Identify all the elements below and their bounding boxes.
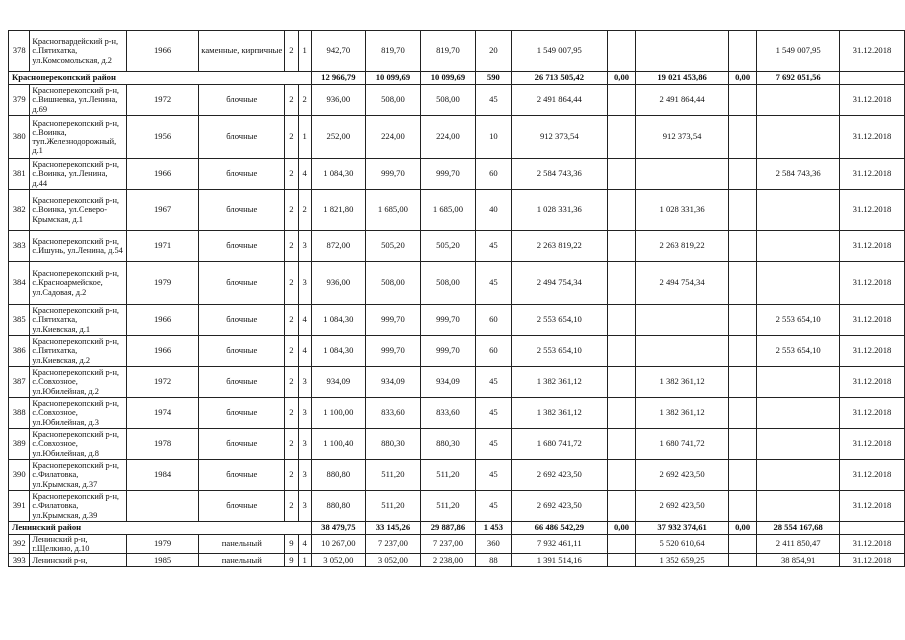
district-total-row [9,522,905,535]
address-cell: Красноперекопский р-н, с.Пятихатка, ул.Киевская, д.1 [30,305,127,336]
total-area-cell: 942,70 [311,31,365,72]
fund-federal-cell [607,367,635,398]
material-cell: блочные [199,116,285,159]
fund-regional-cell: 2 692 423,50 [636,491,729,522]
fund-regional-cell [636,305,729,336]
fund-owners-cell [757,262,840,305]
material-cell: каменные, кирпичные [199,31,285,72]
floors-cell: 9 [285,535,298,554]
register-table-container [8,30,905,567]
entrances-cell: 3 [298,398,311,429]
row-number: 393 [9,554,30,567]
living-area-cell: 934,09 [365,367,420,398]
living-area-cell: 508,00 [365,262,420,305]
deadline-cell: 31.12.2018 [839,554,904,567]
fund-regional-cell: 1 352 659,25 [636,554,729,567]
material-cell: блочные [199,460,285,491]
cost-cell: 7 932 461,11 [511,535,607,554]
residential-area-cell: 511,20 [420,460,475,491]
fund-owners-cell: 1 549 007,95 [757,31,840,72]
fund-federal-cell [607,336,635,367]
fund-federal-cell [607,85,635,116]
year-cell: 1985 [126,554,198,567]
year-cell: 1966 [126,31,198,72]
total-c1-cell: 0,00 [607,72,635,85]
total-c2-cell: 19 021 453,86 [636,72,729,85]
material-cell: блочные [199,429,285,460]
residents-cell: 45 [475,491,511,522]
total-cost-cell: 26 713 505,42 [511,72,607,85]
living-area-cell: 511,20 [365,491,420,522]
year-cell: 1972 [126,85,198,116]
fund-local-cell [728,116,756,159]
residential-area-cell: 880,30 [420,429,475,460]
entrances-cell: 3 [298,491,311,522]
entrances-cell: 4 [298,159,311,190]
table-row [9,491,905,522]
fund-owners-cell [757,398,840,429]
residents-cell: 45 [475,231,511,262]
total-c4-cell: 28 554 167,68 [757,522,840,535]
total-a1-cell: 38 479,75 [311,522,365,535]
year-cell: 1966 [126,159,198,190]
year-cell: 1971 [126,231,198,262]
total-area-cell: 936,00 [311,85,365,116]
cost-cell: 1 028 331,36 [511,190,607,231]
fund-owners-cell: 38 854,91 [757,554,840,567]
total-area-cell: 1 084,30 [311,159,365,190]
floors-cell: 2 [285,31,298,72]
living-area-cell: 511,20 [365,460,420,491]
entrances-cell: 4 [298,336,311,367]
total-area-cell: 936,00 [311,262,365,305]
residential-area-cell: 505,20 [420,231,475,262]
total-area-cell: 1 100,00 [311,398,365,429]
floors-cell: 2 [285,398,298,429]
residential-area-cell: 833,60 [420,398,475,429]
year-cell: 1966 [126,305,198,336]
district-total-row [9,72,905,85]
cost-cell: 1 549 007,95 [511,31,607,72]
total-c2-cell: 37 932 374,61 [636,522,729,535]
housing-register-table [8,30,905,567]
cost-cell: 2 692 423,50 [511,460,607,491]
total-a2-cell: 10 099,69 [365,72,420,85]
address-cell: Красноперекопский р-н, с.Воинка, ул.Ленина, д.44 [30,159,127,190]
material-cell: блочные [199,367,285,398]
material-cell: блочные [199,231,285,262]
material-cell: блочные [199,262,285,305]
cost-cell: 2 584 743,36 [511,159,607,190]
floors-cell: 2 [285,231,298,262]
entrances-cell: 3 [298,429,311,460]
total-a1-cell: 12 966,79 [311,72,365,85]
address-cell: Ленинский р-н, г.Щелкино, д.10 [30,535,127,554]
residents-cell: 40 [475,190,511,231]
residents-cell: 10 [475,116,511,159]
floors-cell: 2 [285,159,298,190]
residential-area-cell: 999,70 [420,305,475,336]
table-row [9,231,905,262]
living-area-cell: 1 685,00 [365,190,420,231]
fund-federal-cell [607,554,635,567]
year-cell: 1974 [126,398,198,429]
deadline-cell: 31.12.2018 [839,398,904,429]
material-cell: блочные [199,305,285,336]
total-empty-cell [839,522,904,535]
living-area-cell: 3 052,00 [365,554,420,567]
fund-local-cell [728,429,756,460]
floors-cell: 2 [285,429,298,460]
address-cell: Красноперекопский р-н, с.Воинка, ул.Северо-Крымская, д.1 [30,190,127,231]
residents-cell: 60 [475,159,511,190]
deadline-cell: 31.12.2018 [839,336,904,367]
living-area-cell: 880,30 [365,429,420,460]
fund-regional-cell: 1 680 741,72 [636,429,729,460]
total-a3-cell: 29 887,86 [420,522,475,535]
total-area-cell: 1 084,30 [311,305,365,336]
floors-cell: 9 [285,554,298,567]
deadline-cell: 31.12.2018 [839,190,904,231]
row-number: 386 [9,336,30,367]
cost-cell: 2 263 819,22 [511,231,607,262]
row-number: 381 [9,159,30,190]
fund-federal-cell [607,305,635,336]
floors-cell: 2 [285,85,298,116]
fund-owners-cell [757,460,840,491]
fund-local-cell [728,460,756,491]
fund-local-cell [728,535,756,554]
material-cell: панельный [199,554,285,567]
residents-cell: 20 [475,31,511,72]
fund-federal-cell [607,31,635,72]
living-area-cell: 999,70 [365,305,420,336]
total-area-cell: 880,80 [311,491,365,522]
fund-local-cell [728,398,756,429]
fund-regional-cell: 2 263 819,22 [636,231,729,262]
deadline-cell: 31.12.2018 [839,305,904,336]
floors-cell: 2 [285,190,298,231]
residential-area-cell: 7 237,00 [420,535,475,554]
cost-cell: 2 553 654,10 [511,336,607,367]
fund-local-cell [728,554,756,567]
table-row [9,429,905,460]
living-area-cell: 224,00 [365,116,420,159]
fund-federal-cell [607,116,635,159]
floors-cell: 2 [285,262,298,305]
residential-area-cell: 2 238,00 [420,554,475,567]
address-cell: Красноперекопский р-н, с.Филатовка, ул.Крымская, д.39 [30,491,127,522]
living-area-cell: 999,70 [365,336,420,367]
living-area-cell: 505,20 [365,231,420,262]
table-row [9,398,905,429]
fund-local-cell [728,190,756,231]
total-area-cell: 10 267,00 [311,535,365,554]
residential-area-cell: 224,00 [420,116,475,159]
row-number: 379 [9,85,30,116]
row-number: 378 [9,31,30,72]
fund-regional-cell [636,31,729,72]
entrances-cell: 4 [298,305,311,336]
residential-area-cell: 819,70 [420,31,475,72]
fund-owners-cell [757,85,840,116]
total-area-cell: 252,00 [311,116,365,159]
fund-regional-cell: 2 692 423,50 [636,460,729,491]
row-number: 390 [9,460,30,491]
total-c1-cell: 0,00 [607,522,635,535]
fund-owners-cell [757,367,840,398]
address-cell: Красноперекопский р-н, с.Филатовка, ул.Крымская, д.37 [30,460,127,491]
fund-owners-cell: 2 553 654,10 [757,336,840,367]
fund-local-cell [728,305,756,336]
row-number: 392 [9,535,30,554]
deadline-cell: 31.12.2018 [839,231,904,262]
total-res-cell: 590 [475,72,511,85]
residential-area-cell: 1 685,00 [420,190,475,231]
residents-cell: 45 [475,85,511,116]
year-cell: 1979 [126,262,198,305]
entrances-cell: 3 [298,262,311,305]
fund-regional-cell: 1 382 361,12 [636,398,729,429]
address-cell: Красноперекопский р-н, с.Ишунь, ул.Ленина, д.54 [30,231,127,262]
fund-regional-cell: 5 520 610,64 [636,535,729,554]
residents-cell: 60 [475,336,511,367]
living-area-cell: 833,60 [365,398,420,429]
total-area-cell: 934,09 [311,367,365,398]
year-cell: 1978 [126,429,198,460]
living-area-cell: 508,00 [365,85,420,116]
fund-local-cell [728,85,756,116]
floors-cell: 2 [285,116,298,159]
address-cell: Красноперекопский р-н, с.Совхозное, ул.Юбилейная, д.8 [30,429,127,460]
cost-cell: 1 382 361,12 [511,367,607,398]
row-number: 380 [9,116,30,159]
total-empty-cell [839,72,904,85]
fund-federal-cell [607,491,635,522]
total-res-cell: 1 453 [475,522,511,535]
fund-regional-cell [636,336,729,367]
deadline-cell: 31.12.2018 [839,367,904,398]
fund-owners-cell [757,491,840,522]
table-row [9,159,905,190]
deadline-cell: 31.12.2018 [839,159,904,190]
fund-owners-cell [757,116,840,159]
year-cell [126,491,198,522]
year-cell: 1979 [126,535,198,554]
living-area-cell: 999,70 [365,159,420,190]
fund-owners-cell: 2 553 654,10 [757,305,840,336]
row-number: 385 [9,305,30,336]
residents-cell: 45 [475,262,511,305]
total-area-cell: 1 084,30 [311,336,365,367]
deadline-cell: 31.12.2018 [839,116,904,159]
total-a3-cell: 10 099,69 [420,72,475,85]
deadline-cell: 31.12.2018 [839,460,904,491]
fund-owners-cell [757,190,840,231]
deadline-cell: 31.12.2018 [839,429,904,460]
floors-cell: 2 [285,460,298,491]
table-row [9,367,905,398]
deadline-cell: 31.12.2018 [839,31,904,72]
table-row [9,31,905,72]
residential-area-cell: 508,00 [420,85,475,116]
fund-regional-cell: 2 491 864,44 [636,85,729,116]
fund-owners-cell: 2 411 850,47 [757,535,840,554]
entrances-cell: 2 [298,85,311,116]
material-cell: блочные [199,159,285,190]
row-number: 388 [9,398,30,429]
fund-owners-cell [757,429,840,460]
cost-cell: 1 382 361,12 [511,398,607,429]
total-area-cell: 1 100,40 [311,429,365,460]
address-cell: Красноперекопский р-н, с.Пятихатка, ул.Киевская, д.2 [30,336,127,367]
material-cell: блочные [199,491,285,522]
total-c4-cell: 7 692 051,56 [757,72,840,85]
residents-cell: 88 [475,554,511,567]
entrances-cell: 3 [298,367,311,398]
year-cell: 1984 [126,460,198,491]
fund-local-cell [728,367,756,398]
fund-local-cell [728,491,756,522]
table-row [9,554,905,567]
total-c3-cell: 0,00 [728,72,756,85]
total-area-cell: 3 052,00 [311,554,365,567]
floors-cell: 2 [285,491,298,522]
table-row [9,190,905,231]
year-cell: 1967 [126,190,198,231]
entrances-cell: 1 [298,31,311,72]
address-cell: Красноперекопский р-н, с.Красноармейское, ул.Садовая, д.2 [30,262,127,305]
fund-federal-cell [607,535,635,554]
material-cell: блочные [199,85,285,116]
table-row [9,535,905,554]
total-cost-cell: 66 486 542,29 [511,522,607,535]
fund-federal-cell [607,460,635,491]
residential-area-cell: 508,00 [420,262,475,305]
fund-regional-cell: 1 028 331,36 [636,190,729,231]
district-name: Красноперекопский район [9,72,312,85]
row-number: 382 [9,190,30,231]
entrances-cell: 1 [298,116,311,159]
material-cell: блочные [199,190,285,231]
fund-local-cell [728,336,756,367]
row-number: 391 [9,491,30,522]
year-cell: 1966 [126,336,198,367]
fund-regional-cell: 1 382 361,12 [636,367,729,398]
residents-cell: 360 [475,535,511,554]
row-number: 387 [9,367,30,398]
cost-cell: 1 680 741,72 [511,429,607,460]
total-a2-cell: 33 145,26 [365,522,420,535]
fund-local-cell [728,231,756,262]
fund-federal-cell [607,262,635,305]
material-cell: блочные [199,336,285,367]
table-row [9,85,905,116]
floors-cell: 2 [285,305,298,336]
deadline-cell: 31.12.2018 [839,535,904,554]
cost-cell: 2 553 654,10 [511,305,607,336]
deadline-cell: 31.12.2018 [839,262,904,305]
living-area-cell: 819,70 [365,31,420,72]
fund-regional-cell: 912 373,54 [636,116,729,159]
fund-regional-cell [636,159,729,190]
total-area-cell: 1 821,80 [311,190,365,231]
fund-owners-cell [757,231,840,262]
residential-area-cell: 934,09 [420,367,475,398]
deadline-cell: 31.12.2018 [839,491,904,522]
cost-cell: 912 373,54 [511,116,607,159]
fund-federal-cell [607,398,635,429]
living-area-cell: 7 237,00 [365,535,420,554]
residential-area-cell: 999,70 [420,159,475,190]
fund-federal-cell [607,159,635,190]
fund-local-cell [728,262,756,305]
year-cell: 1956 [126,116,198,159]
row-number: 383 [9,231,30,262]
floors-cell: 2 [285,367,298,398]
address-cell: Красногвардейский р-н, с.Пятихатка, ул.Комсомольская, д.2 [30,31,127,72]
cost-cell: 1 391 514,16 [511,554,607,567]
table-row [9,336,905,367]
deadline-cell: 31.12.2018 [839,85,904,116]
address-cell: Красноперекопский р-н, с.Вишневка, ул.Ленина, д.69 [30,85,127,116]
material-cell: блочные [199,398,285,429]
district-name: Ленинский район [9,522,312,535]
cost-cell: 2 491 864,44 [511,85,607,116]
residents-cell: 45 [475,367,511,398]
year-cell: 1972 [126,367,198,398]
entrances-cell: 2 [298,190,311,231]
total-area-cell: 880,80 [311,460,365,491]
total-area-cell: 872,00 [311,231,365,262]
fund-federal-cell [607,429,635,460]
fund-owners-cell: 2 584 743,36 [757,159,840,190]
residential-area-cell: 511,20 [420,491,475,522]
row-number: 389 [9,429,30,460]
table-row [9,460,905,491]
fund-local-cell [728,31,756,72]
row-number: 384 [9,262,30,305]
table-row [9,262,905,305]
total-c3-cell: 0,00 [728,522,756,535]
table-row [9,305,905,336]
entrances-cell: 3 [298,231,311,262]
fund-federal-cell [607,190,635,231]
address-cell: Ленинский р-н, [30,554,127,567]
fund-federal-cell [607,231,635,262]
fund-local-cell [728,159,756,190]
address-cell: Красноперекопский р-н, с.Воинка, туп.Железнодорожный, д.1 [30,116,127,159]
address-cell: Красноперекопский р-н, с.Совхозное, ул.Юбилейная, д.3 [30,398,127,429]
residents-cell: 60 [475,305,511,336]
residents-cell: 45 [475,460,511,491]
entrances-cell: 4 [298,535,311,554]
residents-cell: 45 [475,398,511,429]
floors-cell: 2 [285,336,298,367]
fund-regional-cell: 2 494 754,34 [636,262,729,305]
entrances-cell: 1 [298,554,311,567]
residents-cell: 45 [475,429,511,460]
cost-cell: 2 692 423,50 [511,491,607,522]
address-cell: Красноперекопский р-н, с.Совхозное, ул.Юбилейная, д.2 [30,367,127,398]
entrances-cell: 3 [298,460,311,491]
residential-area-cell: 999,70 [420,336,475,367]
cost-cell: 2 494 754,34 [511,262,607,305]
table-row [9,116,905,159]
material-cell: панельный [199,535,285,554]
